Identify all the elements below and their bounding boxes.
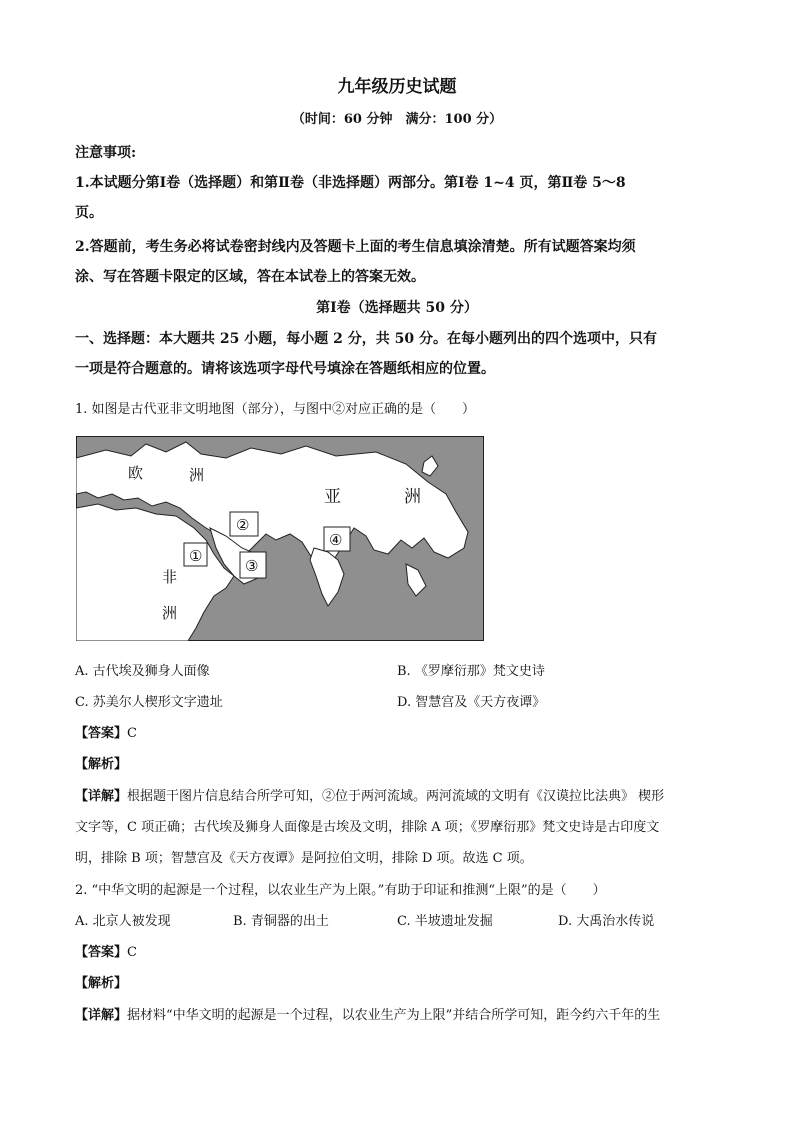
q2-option-d: D. 大禹治水传说 (558, 914, 655, 929)
q1-detail-line-1 (75, 785, 664, 804)
detail-text: 根据题干图片信息结合所学可知，②位于两河流域。两河流域的文明有《汉谟拉比法典》 楔形 (127, 789, 665, 804)
q1-answer (75, 722, 137, 741)
notice-item-1-line-2: 页。 (75, 205, 103, 221)
answer-label: 【答案】 (75, 945, 128, 960)
ancient-civilization-map (76, 436, 484, 641)
notice-item-2-line-1: 2.答题前，考生务必将试卷密封线内及答题卡上面的考生信息填涂清楚。所有试题答案均须 (75, 239, 636, 255)
q2-answer (75, 941, 137, 960)
detail-text: 据材料“中华文明的起源是一个过程，以农业生产为上限”并结合所学可知，距今约六千年的生 (127, 1008, 661, 1023)
section-title: 第Ⅰ卷（选择题共 50 分） (316, 300, 478, 316)
section-intro-line-2: 一项是符合题意的。请将该选项字母代号填涂在答题纸相应的位置。 (75, 361, 495, 377)
q1-option-d: D. 智慧宫及《天方夜谭》 (397, 695, 546, 710)
q2-analysis-label: 【解析】 (75, 976, 128, 991)
q1-detail-line-3: 明，排除 B 项；智慧宫及《天方夜谭》是阿拉伯文明，排除 D 项。故选 C 项。 (75, 851, 533, 866)
q1-analysis-label: 【解析】 (75, 757, 128, 772)
q1-option-c: C. 苏美尔人楔形文字遗址 (75, 695, 223, 710)
page-title: 九年级历史试题 (337, 77, 457, 97)
label-asia-2: 洲 (404, 487, 421, 507)
q2-detail-line-1 (75, 1004, 660, 1023)
q1-stem: 1. 如图是古代亚非文明地图（部分），与图中②对应正确的是（ ） (75, 402, 476, 417)
answer-label: 【答案】 (75, 726, 128, 741)
label-africa-2: 洲 (162, 604, 178, 622)
marker-4: ④ (329, 531, 343, 549)
marker-2: ② (236, 516, 250, 534)
q2-option-b: B. 青铜器的出土 (233, 914, 329, 929)
notice-heading: 注意事项: (75, 145, 137, 161)
label-africa-1: 非 (162, 568, 178, 586)
label-asia-1: 亚 (324, 487, 341, 507)
detail-label: 【详解】 (75, 789, 128, 804)
q2-option-a: A. 北京人被发现 (75, 914, 171, 929)
notice-item-1-line-1: 1.本试题分第Ⅰ卷（选择题）和第Ⅱ卷（非选择题）两部分。第Ⅰ卷 1~4 页，第Ⅱ卷 5～8 (75, 175, 626, 191)
marker-1: ① (189, 547, 203, 565)
section-intro-line-1: 一、选择题：本大题共 25 小题，每小题 2 分，共 50 分。在每小题列出的四个选项中，只有 (75, 331, 657, 347)
exam-time-score: （时间：60 分钟 满分：100 分） (291, 112, 503, 127)
marker-3: ③ (245, 557, 259, 575)
q2-stem: 2. “中华文明的起源是一个过程，以农业生产为上限。”有助于印证和推测“上限”的是（ ） (75, 883, 606, 898)
q1-option-b: B. 《罗摩衍那》梵文史诗 (397, 664, 545, 679)
answer-value: C (127, 945, 137, 960)
label-europe-1: 欧 (128, 464, 144, 482)
notice-item-2-line-2: 涂、写在答题卡限定的区域，答在本试卷上的答案无效。 (75, 269, 425, 285)
answer-value: C (127, 726, 137, 741)
q1-option-a: A. 古代埃及狮身人面像 (75, 664, 210, 679)
q2-option-c: C. 半坡遗址发掘 (397, 914, 493, 929)
q1-detail-line-2: 文字等，C 项正确；古代埃及狮身人面像是古埃及文明，排除 A 项；《罗摩衍那》梵文史诗是古印度文 (75, 820, 660, 835)
detail-label: 【详解】 (75, 1008, 128, 1023)
label-europe-2: 洲 (189, 466, 205, 484)
